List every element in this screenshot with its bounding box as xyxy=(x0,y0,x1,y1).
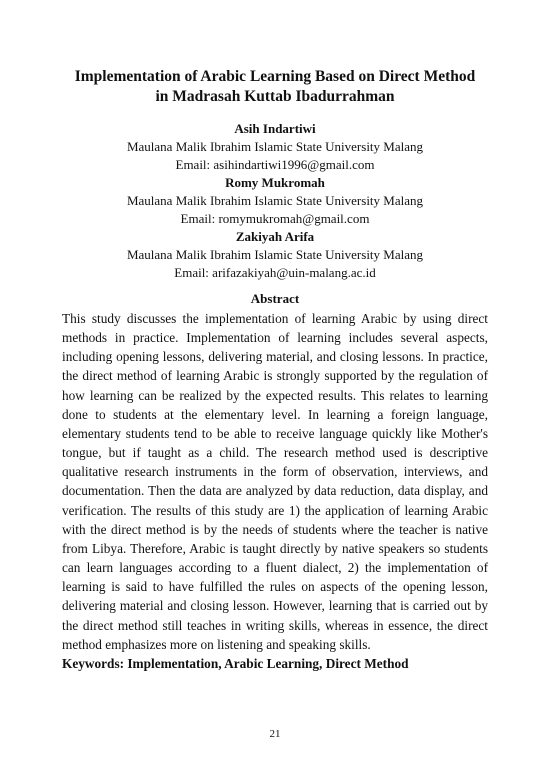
title-line-2: in Madrasah Kuttab Ibadurrahman xyxy=(155,88,395,105)
author-name: Romy Mukromah xyxy=(225,175,325,190)
author-email: Email: arifazakiyah@uin-malang.ac.id xyxy=(174,265,376,280)
author-name: Zakiyah Arifa xyxy=(235,229,315,244)
author-entry xyxy=(40,228,510,282)
author-affiliation: Maulana Malik Ibrahim Islamic State University Malang xyxy=(126,193,424,208)
paper-title xyxy=(40,67,510,107)
keywords-line: Keywords: Implementation, Arabic Learning, Direct Method xyxy=(62,656,409,671)
abstract-text: This study discusses the implementation of learning Arabic by using direct methods in practice. Implementation of learning includes several aspects, including opening lessons, delivering material, and closing lessons. In practice, the direct method of learning Arabic is strongly supported by the regulation of how learning can be realized by the expected results. This relates to learning done to students at the elementary level. In learning a foreign language, elementary students tend to be able to receive language quickly like Mother's tongue, but if taught as a child. The research method used is descriptive qualitative research instruments in the form of observation, interviews, and documentation. Then the data are analyzed by data reduction, data display, and verification. The results of this study are 1) the application of learning Arabic with the direct method is by the needs of students where the teacher is native from Libya. Therefore, Arabic is taught directly by native speakers so students can learn languages according to a fluent dialect, 2) the implementation of learning is said to have fulfilled the rules on aspects of the opening lesson, delivering material and closing lesson. However, learning that is carried out by the direct method still teaches in writing skills, whereas in essence, the direct method emphasizes more on listening and speaking skills. xyxy=(62,311,488,652)
author-affiliation: Maulana Malik Ibrahim Islamic State University Malang xyxy=(126,139,424,154)
author-entry xyxy=(40,174,510,228)
page-number: 21 xyxy=(269,728,281,740)
author-email: Email: romymukromah@gmail.com xyxy=(180,211,370,226)
author-affiliation: Maulana Malik Ibrahim Islamic State University Malang xyxy=(126,247,424,262)
author-block xyxy=(40,120,510,282)
author-email: Email: asihindartiwi1996@gmail.com xyxy=(175,157,375,172)
author-entry xyxy=(40,120,510,174)
author-name: Asih Indartiwi xyxy=(234,121,316,136)
title-line-1: Implementation of Arabic Learning Based on Direct Method xyxy=(74,68,476,85)
abstract-heading: Abstract xyxy=(250,291,300,306)
